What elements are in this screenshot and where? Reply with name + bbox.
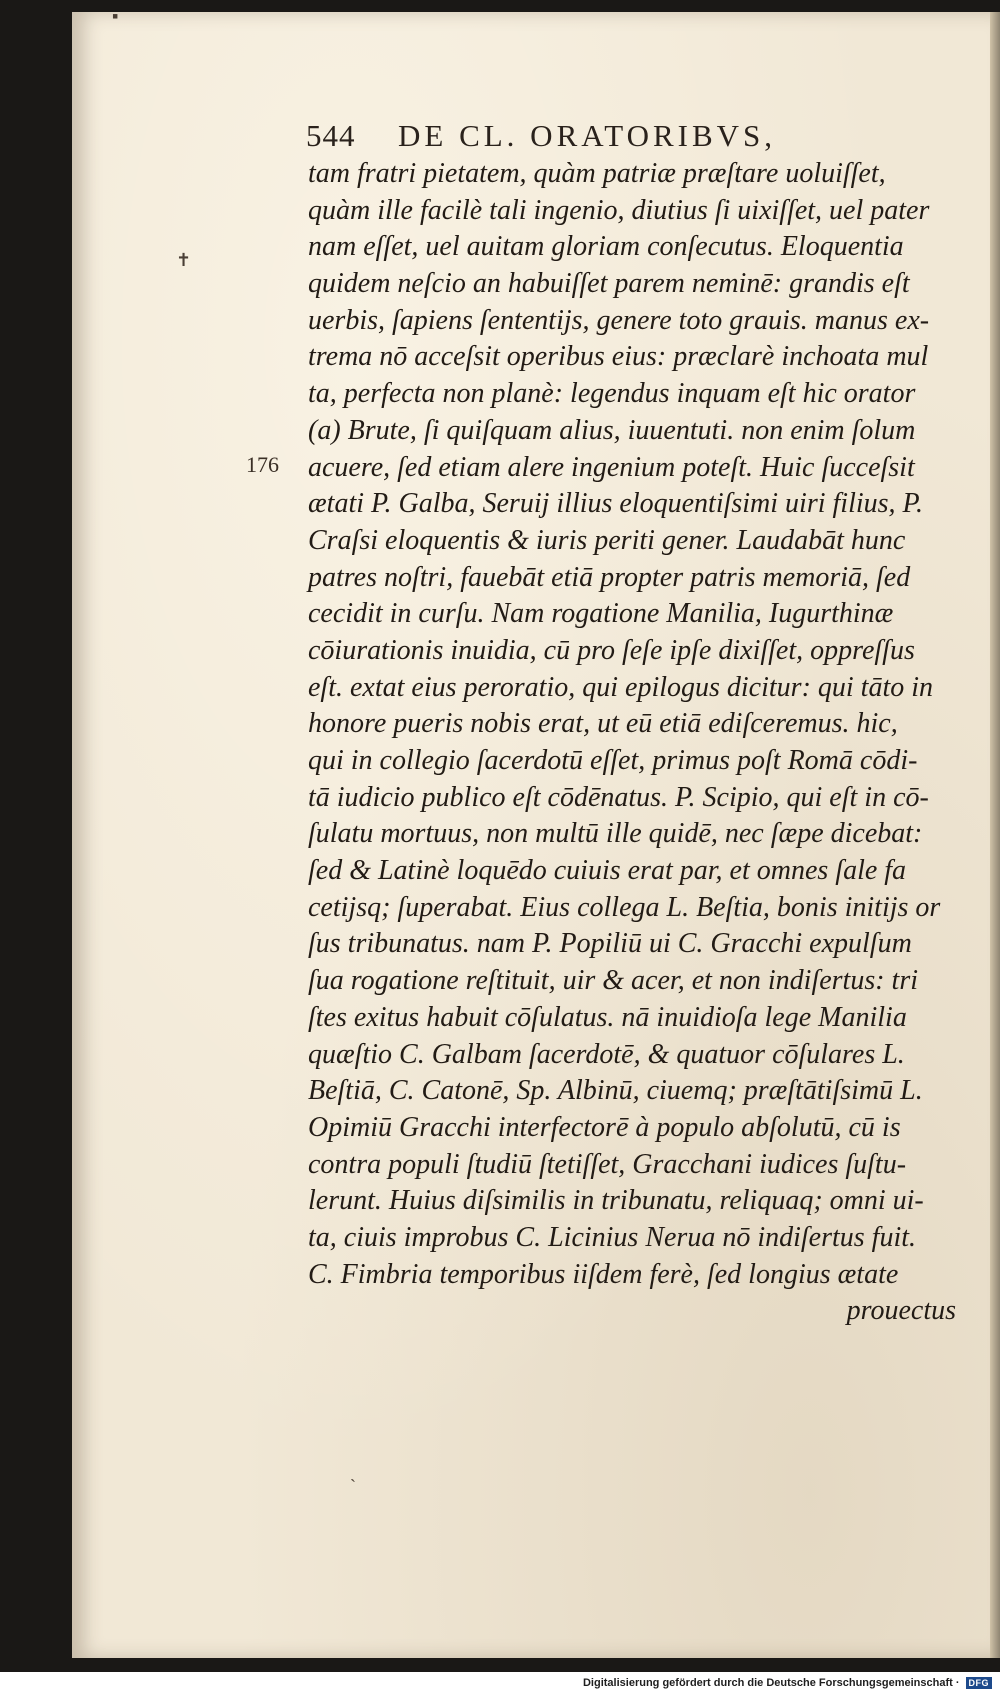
text-line: quàm ille facilè tali ingenio, diutius ſi uixiſſet, uel pater (308, 194, 930, 226)
text-line: qui in collegio ſacerdotū eſſet, primus poſt Romā cōdi- (308, 745, 918, 776)
text-line: ſus tribunatus. nam P. Popiliū ui C. Gracchi expulſum (308, 928, 912, 960)
running-title: DE CL. ORATORIBVS, (398, 118, 777, 153)
scan-speck: ˎ (350, 1462, 356, 1482)
text-line: trema nō acceſsit operibus eius: præclarè inchoata mul (308, 341, 929, 373)
text-line: cetijsq; ſuperabat. Eius collega L. Beſtia, bonis initijs or (308, 891, 941, 923)
text-line: Opimiū Gracchi interfectorē à populo abſolutū, cū is (308, 1111, 901, 1143)
dfg-logo: DFG (966, 1677, 993, 1689)
body-text (308, 156, 956, 1330)
text-line: Craſsi eloquentis & iuris periti gener. Laudabāt hunc (308, 524, 906, 556)
text-line: C. Fimbria temporibus iiſdem ferè, ſed longius ætate (308, 1258, 899, 1290)
text-line: (a) Brute, ſi quiſquam alius, iuuentuti. non enim ſolum (308, 414, 916, 446)
scan-speck: ▪ (112, 6, 119, 26)
text-line: eſt. extat eius peroratio, qui epilogus dicitur: qui tāto in (308, 671, 934, 703)
text-line: contra populi ſtudiū ſtetiſſet, Gracchani iudices ſuſtu- (308, 1148, 907, 1180)
footer-credit: Digitalisierung gefördert durch die Deutsche Forschungsgemeinschaft · (582, 1676, 960, 1689)
text-line: ſed & Latinè loquēdo cuiuis erat par, et omnes ſale fa (308, 855, 907, 887)
text-line: ætati P. Galba, Seruij illius eloquentiſsimi uiri filius, P. (308, 488, 924, 520)
text-line: cōiurationis inuidia, cū pro ſeſe ipſe dixiſſet, oppreſſus (308, 634, 915, 666)
text-line: ſtes exitus habuit cōſulatus. nā inuidioſa lege Manilia (308, 1001, 907, 1033)
text-line: lerunt. Huius diſsimilis in tribunatu, reliquaq; omni ui- (308, 1185, 924, 1217)
page-edge (990, 12, 1000, 1658)
text-line: uerbis, ſapiens ſententijs, genere toto grauis. manus ex- (308, 304, 930, 336)
text-line: ta, ciuis improbus C. Licinius Nerua nō indiſertus fuit. (308, 1221, 917, 1253)
text-line: tam fratri pietatem, quàm patriæ præſtare uoluiſſet, (308, 158, 886, 189)
text-line: ſulatu mortuus, non multū ille quidē, nec ſæpe dicebat: (308, 818, 923, 850)
text-line: cecidit in curſu. Nam rogatione Manilia, Iugurthinæ (308, 598, 894, 630)
text-line: nam eſſet, uel auitam gloriam conſecutus. Eloquentia (308, 231, 904, 263)
margin-mark: ✝ (176, 250, 192, 270)
text-line: tā iudicio publico eſt cōdēnatus. P. Scipio, qui eſt in cō- (308, 781, 929, 813)
text-line: Beſtiā, C. Catonē, Sp. Albinū, ciuemq; præſtātiſsimū L. (308, 1075, 923, 1107)
page-number: 544 (306, 118, 356, 153)
catchword: prouectus (846, 1295, 956, 1327)
text-line: acuere, ſed etiam alere ingenium poteſt. Huic ſucceſsit (308, 451, 915, 483)
text-line: patres noſtri, fauebāt etiā propter patris memoriā, ſed (308, 561, 911, 593)
text-line: quæſtio C. Galbam ſacerdotē, & quatuor cōſulares L. (308, 1038, 905, 1070)
page-header (306, 118, 946, 158)
text-line: ta, perfecta non planè: legendus inquam eſt hic orator (308, 378, 916, 410)
text-line: quidem neſcio an habuiſſet parem neminē: grandis eſt (308, 268, 910, 300)
text-line: honore pueris nobis erat, ut eū etiā ediſceremus. hic, (308, 708, 898, 740)
footer-bar (0, 1672, 1000, 1693)
margin-number: 176 (246, 452, 279, 477)
text-line: ſua rogatione reſtituit, uir & acer, et non indiſertus: tri (308, 965, 919, 997)
